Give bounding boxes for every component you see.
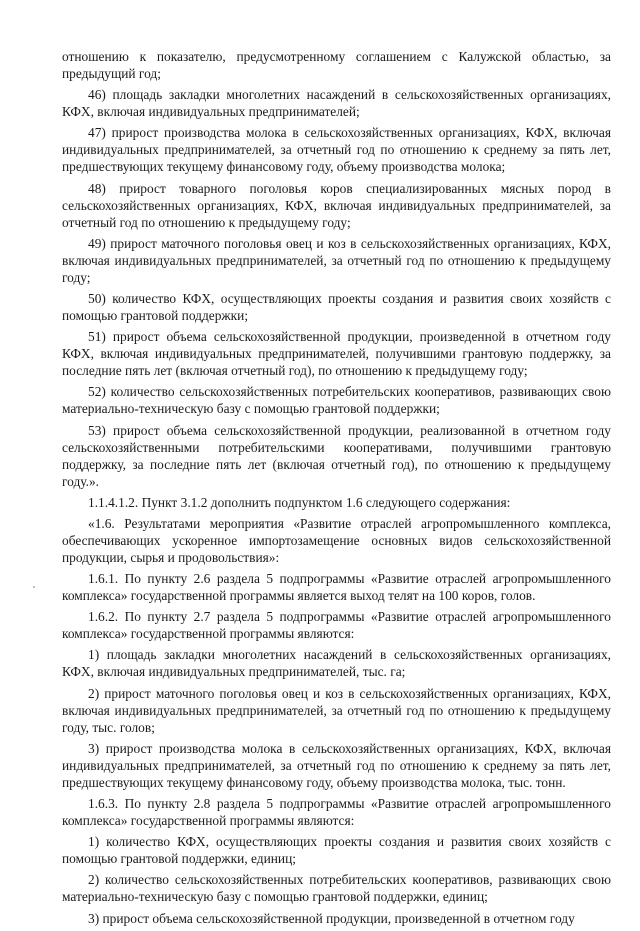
- subclause-1-6-2-item-1: 1) площадь закладки многолетних насаждений в сельскохозяйственных организациях, КФХ, включая индивидуальных предпринимателей, тыс. га;: [62, 647, 611, 680]
- list-item-46: 46) площадь закладки многолетних насаждений в сельскохозяйственных организациях, КФХ, включая индивидуальных предпринимателей;: [62, 87, 611, 120]
- subclause-1-6-2-item-2: 2) прирост маточного поголовья овец и коз в сельскохозяйственных организациях, КФХ, включая индивидуальных предпринимателей, за отчетный год по отношению к предыдущему году, тыс. голов;: [62, 685, 611, 735]
- list-item-52: 52) количество сельскохозяйственных потребительских кооперативов, развивающих свою материально-техническую базу с помощью грантовой поддержки;: [62, 384, 611, 417]
- list-item-53: 53) прирост объема сельскохозяйственной продукции, реализованной в отчетном году сельскохозяйственными потребительскими кооперативами, получившими грантовую поддержку, за последние пять лет (включая отчетный год), по отношению к предыдущему году.».: [62, 422, 611, 489]
- subclause-1-6-3-item-2: 2) количество сельскохозяйственных потребительских кооперативов, развивающих свою материально-техническую базу с помощью грантовой поддержки, единиц;: [62, 872, 611, 905]
- list-item-49: 49) прирост маточного поголовья овец и коз в сельскохозяйственных организациях, КФХ, включая индивидуальных предпринимателей, за отчетный год по отношению к предыдущему году;: [62, 235, 611, 285]
- subclause-1-6-2-item-3: 3) прирост производства молока в сельскохозяйственных организациях, КФХ, включая индивидуальных предпринимателей, за отчетный год по отношению к среднему за пять лет, предшествующих текущему финансовому году, объему производства молока, тыс. тонн.: [62, 740, 611, 790]
- subclause-1-6-3-item-1: 1) количество КФХ, осуществляющих проекты создания и развития своих хозяйств с помощью грантовой поддержки, единиц;: [62, 834, 611, 867]
- list-item-47: 47) прирост производства молока в сельскохозяйственных организациях, КФХ, включая индивидуальных предпринимателей, за отчетный год по отношению к среднему за пять лет, предшествующих текущему финансовому году, объему производства молока;: [62, 125, 611, 175]
- clause-1-1-4-1-2: 1.1.4.1.2. Пункт 3.1.2 дополнить подпунктом 1.6 следующего содержания:: [88, 494, 511, 510]
- scan-speck: [33, 586, 35, 588]
- subclause-1-6-3-item-3: 3) прирост объема сельскохозяйственной продукции, произведенной в отчетном году: [88, 910, 575, 926]
- list-item-51: 51) прирост объема сельскохозяйственной продукции, произведенной в отчетном году КФХ, включая индивидуальных предпринимателей, получившими грантовую поддержку, за последние пять лет (включая отчетный год), по отношению к предыдущему году;: [62, 329, 611, 379]
- list-item-48: 48) прирост товарного поголовья коров специализированных мясных пород в сельскохозяйственных организациях, КФХ, включая индивидуальных предпринимателей, за отчетный год по отношению к предыдущему году;: [62, 180, 611, 230]
- subclause-1-6: «1.6. Результатами мероприятия «Развитие отраслей агропромышленного комплекса, обеспечивающих ускоренное импортозамещение основных видов сельскохозяйственной продукции, сырья и продовольствия»:: [62, 515, 611, 565]
- paragraph-continuation: отношению к показателю, предусмотренному соглашением с Калужской областью, за предыдущий год;: [62, 49, 611, 81]
- document-page: [62, 48, 611, 931]
- list-item-50: 50) количество КФХ, осуществляющих проекты создания и развития своих хозяйств с помощью грантовой поддержки;: [62, 290, 611, 323]
- subclause-1-6-1: 1.6.1. По пункту 2.6 раздела 5 подпрограммы «Развитие отраслей агропромышленного комплекса» государственной программы является выход телят на 100 коров, голов.: [62, 571, 611, 604]
- subclause-1-6-3: 1.6.3. По пункту 2.8 раздела 5 подпрограммы «Развитие отраслей агропромышленного комплекса» государственной программы являются:: [62, 796, 611, 828]
- subclause-1-6-2: 1.6.2. По пункту 2.7 раздела 5 подпрограммы «Развитие отраслей агропромышленного комплекса» государственной программы являются:: [62, 609, 611, 642]
